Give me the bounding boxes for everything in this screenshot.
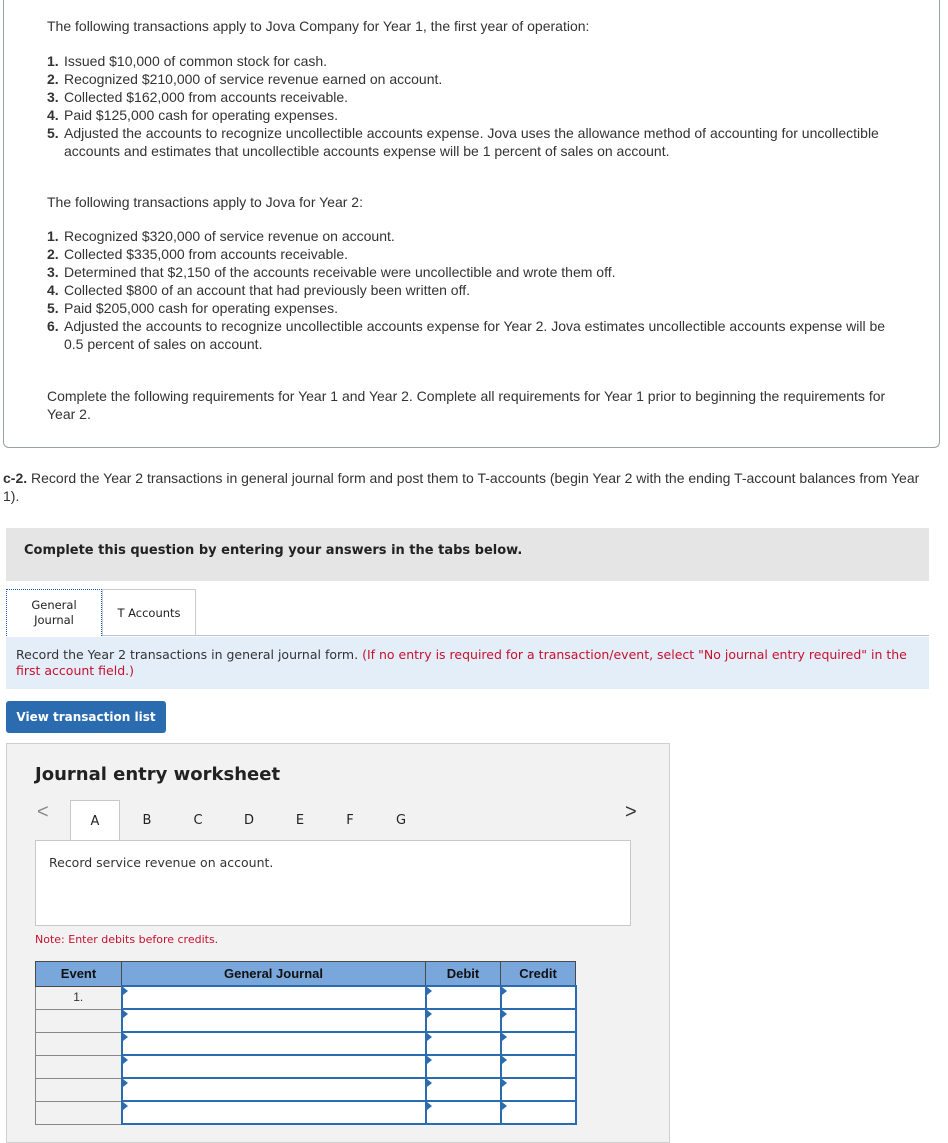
credit-input[interactable] [501, 1032, 576, 1055]
general-journal-column-header: General Journal [122, 962, 426, 987]
list-item: 2. Collected $335,000 from accounts receivable. [47, 246, 349, 262]
year2-heading: The following transactions apply to Jova for Year 2: [47, 194, 363, 210]
credit-input[interactable] [501, 1055, 576, 1078]
list-item: 4. Paid $125,000 cash for operating expenses. [47, 107, 338, 123]
credit-input[interactable] [501, 1101, 576, 1124]
transaction-description-text: Record service revenue on account. [49, 855, 274, 870]
debit-column-header: Debit [426, 962, 501, 987]
transaction-description [35, 840, 631, 926]
worksheet-tab-g[interactable]: G [395, 812, 407, 828]
event-number: 1. [36, 986, 122, 1009]
debit-input[interactable] [426, 1009, 501, 1032]
journal-entry-worksheet [6, 743, 670, 1143]
table-row [36, 1101, 576, 1124]
list-item: 6. Adjusted the accounts to recognize uncollectible accounts expense for Year 2. Jova estimates uncollectible accounts expense will be 0.5 percent of sales on account. [47, 318, 886, 352]
worksheet-title: Journal entry worksheet [35, 764, 281, 785]
debit-input[interactable] [426, 1032, 501, 1055]
worksheet-tab-f[interactable]: F [346, 812, 354, 828]
table-row [36, 986, 576, 1009]
table-row [36, 1078, 576, 1101]
debit-input[interactable] [426, 1055, 501, 1078]
credit-column-header: Credit [501, 962, 576, 987]
tab-divider [102, 635, 929, 636]
instructions-bar [6, 528, 929, 581]
account-select[interactable] [122, 1032, 426, 1055]
list-item: 2. Recognized $210,000 of service revenue earned on account. [47, 71, 443, 87]
tab-general-journal[interactable] [6, 589, 102, 636]
instructions-bar-text: Complete this question by entering your answers in the tabs below. [24, 543, 523, 558]
table-row [36, 1032, 576, 1055]
account-select[interactable] [122, 1009, 426, 1032]
credit-input[interactable] [501, 1009, 576, 1032]
requirement-label: c-2. [3, 470, 28, 486]
requirement-text: Record the Year 2 transactions in general journal form and post them to T-accounts (begin Year 2 with the ending T-account balances from Year 1). [3, 470, 920, 504]
list-item: 5. Adjusted the accounts to recognize uncollectible accounts expense. Jova uses the allowance method of accounting for uncollectible accounts and estimates that uncollectible accounts expense will be 1 percent of sales on account. [47, 125, 879, 159]
list-item: 1. Issued $10,000 of common stock for cash. [47, 53, 328, 69]
list-item: 4. Collected $800 of an account that had previously been written off. [47, 282, 471, 298]
event-number [36, 1055, 122, 1078]
event-number [36, 1101, 122, 1124]
account-select[interactable] [122, 986, 426, 1009]
tab-t-accounts[interactable] [102, 589, 196, 636]
year1-transaction-list [47, 52, 907, 160]
credit-input[interactable] [501, 986, 576, 1009]
previous-entry-icon[interactable]: < [37, 801, 49, 823]
worksheet-tab-b[interactable]: B [142, 812, 152, 828]
account-select[interactable] [122, 1078, 426, 1101]
next-entry-icon[interactable]: > [625, 801, 637, 823]
event-number [36, 1032, 122, 1055]
worksheet-tab-d[interactable]: D [243, 812, 254, 828]
requirement-c2 [3, 469, 923, 505]
event-number [36, 1078, 122, 1101]
credit-input[interactable] [501, 1078, 576, 1101]
tab-instructions [6, 637, 929, 689]
worksheet-tab-c[interactable]: C [193, 812, 203, 828]
complete-requirements-text: Complete the following requirements for Year 1 and Year 2. Complete all requirements for Year 1 prior to beginning the requirements for Year 2. [47, 388, 886, 422]
table-row [36, 1055, 576, 1078]
worksheet-tab-e[interactable]: E [295, 812, 305, 828]
tab-general-journal-label: General Journal [31, 598, 77, 627]
account-select[interactable] [122, 1055, 426, 1078]
table-row [36, 1009, 576, 1032]
list-item: 1. Recognized $320,000 of service revenue on account. [47, 228, 395, 244]
tab-t-accounts-label: T Accounts [117, 606, 181, 620]
year1-heading: The following transactions apply to Jova Company for Year 1, the first year of operation: [47, 18, 590, 34]
list-item: 3. Collected $162,000 from accounts receivable. [47, 89, 349, 105]
debit-credit-note: Note: Enter debits before credits. [35, 933, 219, 946]
instruction-note: (If no entry is required for a transaction/event, select "No journal entry required" in the first account field.) [16, 647, 907, 678]
instruction-main: Record the Year 2 transactions in general journal form. [16, 647, 359, 662]
view-transaction-list-button[interactable]: View transaction list [6, 701, 166, 733]
event-number [36, 1009, 122, 1032]
year2-transaction-list [47, 227, 897, 353]
list-item: 5. Paid $205,000 cash for operating expenses. [47, 300, 338, 316]
journal-table [35, 961, 577, 1125]
worksheet-tab-a[interactable]: A [70, 800, 120, 842]
debit-input[interactable] [426, 1101, 501, 1124]
event-column-header: Event [36, 962, 122, 987]
account-select[interactable] [122, 1101, 426, 1124]
debit-input[interactable] [426, 986, 501, 1009]
debit-input[interactable] [426, 1078, 501, 1101]
list-item: 3. Determined that $2,150 of the accounts receivable were uncollectible and wrote them off. [47, 264, 616, 280]
